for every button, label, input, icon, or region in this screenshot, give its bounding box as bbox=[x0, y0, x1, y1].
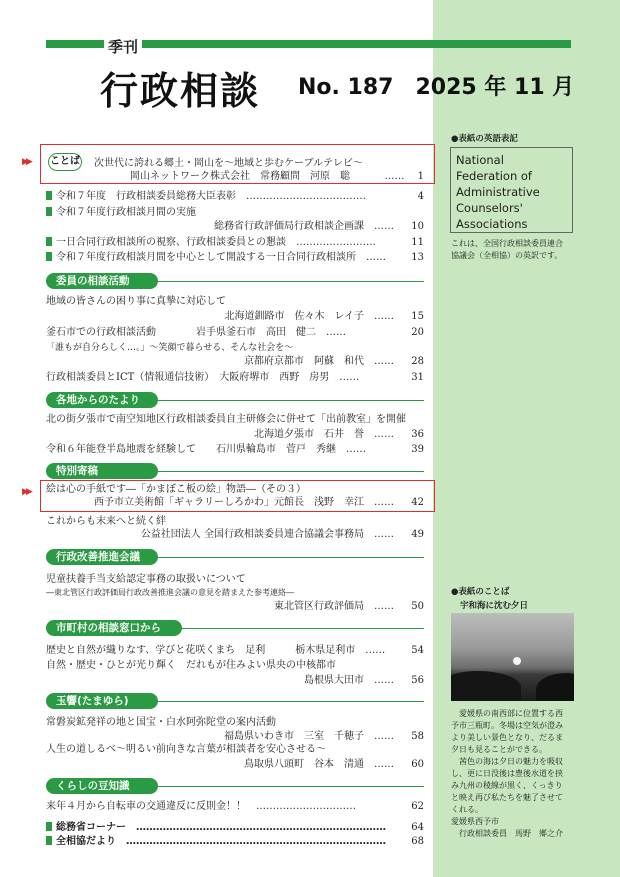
section-heading-tokubetsu: 特別寄稿 bbox=[46, 463, 158, 479]
english-name-note: これは、全国行政相談委員連合 協議会（全相協）の英訳です。 bbox=[451, 239, 563, 260]
arrow-icon: ▶▶ bbox=[22, 157, 30, 167]
cover-photo-sunset bbox=[451, 613, 574, 701]
hill-silhouette bbox=[451, 671, 521, 701]
bullet-square-icon bbox=[46, 822, 52, 831]
magazine-title: 行政相談 bbox=[100, 69, 261, 113]
bullet-square-icon bbox=[46, 207, 52, 216]
section-heading-shichoson: 市町村の相談窓口から bbox=[46, 620, 182, 636]
english-name-line: Associations bbox=[456, 217, 528, 231]
photo-title: 宇和海に沈む夕日 bbox=[460, 601, 529, 611]
english-name-line: Administrative bbox=[456, 185, 540, 199]
english-name-line: Counselors' bbox=[456, 201, 523, 215]
header-accent-block bbox=[46, 40, 101, 48]
section-heading-mamechishiki: くらしの豆知識 bbox=[46, 778, 158, 794]
english-name-line: Federation of bbox=[456, 169, 532, 183]
kotoba-badge: ことば bbox=[48, 153, 82, 171]
english-name-line: National bbox=[456, 153, 504, 167]
english-name-heading: ●表紙の英語表記 bbox=[451, 134, 518, 144]
header-bar bbox=[101, 40, 571, 48]
sun-icon bbox=[513, 657, 521, 665]
bullet-square-icon bbox=[46, 836, 52, 845]
bullet-square-icon bbox=[46, 237, 52, 246]
bullet-square-icon bbox=[46, 252, 52, 261]
section-heading-kaizen: 行政改善推進会議 bbox=[46, 549, 158, 565]
cover-words-text: 愛媛県の南西部に位置する西 予市三瓶町。冬場は空気が澄み より美しい景色となり、だるま 夕日も見ることができる。 茜色の海は夕日の魅力を吸収 し、更に日没後は豊後水道を挟 み九州の稜線が黒く、くっきり と映え再び私たちを魅了させて くれる。 愛媛県西予市 行政相談委員 馬野 郷之介 bbox=[451, 709, 563, 838]
kikan-label: 季刊 bbox=[104, 36, 142, 57]
english-name-box bbox=[450, 147, 573, 233]
bullet-square-icon bbox=[46, 191, 52, 200]
hill-silhouette bbox=[536, 673, 574, 701]
cover-words-heading: ●表紙のことば bbox=[451, 587, 510, 597]
section-heading-tamayura: 玉響(たまゆら) bbox=[46, 693, 158, 709]
arrow-icon: ▶▶ bbox=[22, 487, 30, 497]
section-heading-iin: 委員の相談活動 bbox=[46, 273, 158, 289]
issue-number: No. 187 2025 年 11 月 bbox=[298, 75, 575, 100]
section-heading-kakuchi: 各地からのたより bbox=[46, 392, 158, 408]
